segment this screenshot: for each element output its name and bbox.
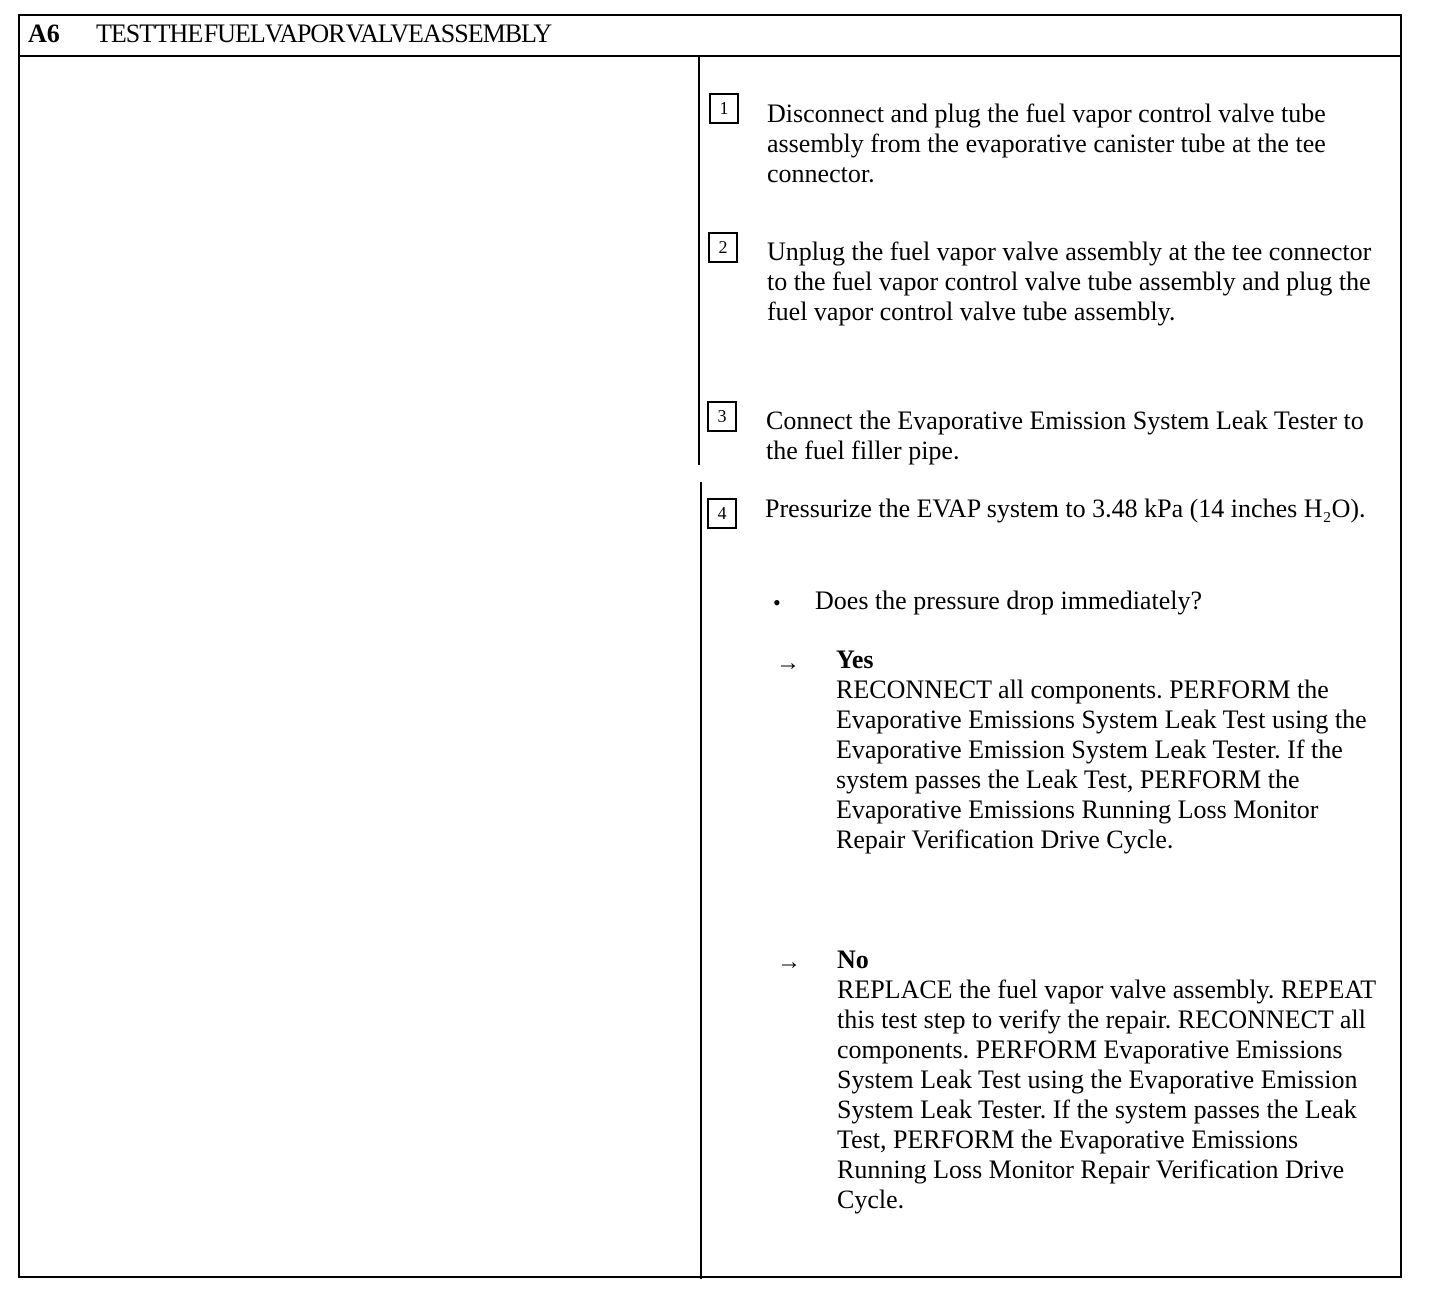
answer-no <box>837 945 1389 1215</box>
answer-yes <box>836 645 1386 855</box>
bullet-icon: • <box>773 590 781 615</box>
column-divider <box>698 55 700 465</box>
step-title: TEST THE FUEL VAPOR VALVE ASSEMBLY <box>96 19 552 48</box>
step-number-box: 3 <box>707 401 737 432</box>
step-id: A6 <box>28 19 60 48</box>
step-instruction: Disconnect and plug the fuel vapor control valve tube assembly from the evaporative canister tube at the tee connector. <box>767 99 1326 188</box>
test-step-header <box>20 16 1400 57</box>
arrow-right-icon: → <box>776 650 800 676</box>
step-number-box: 1 <box>709 93 739 124</box>
question-text: Does the pressure drop immediately? <box>815 586 1202 615</box>
step-instruction: Pressurize the EVAP system to 3.48 kPa (14 inches H₂O). <box>765 494 1366 523</box>
answer-text: RECONNECT all components. PERFORM the Evaporative Emissions System Leak Test using the Evaporative Emission System Leak Tester. If the system passes the Leak Test, PERFORM the Evaporative Emissions Running Loss Monitor Repair Verification Drive Cycle. <box>836 675 1367 854</box>
step-number-box: 2 <box>708 232 738 263</box>
answer-label: Yes <box>836 645 874 674</box>
answer-label: No <box>837 945 869 974</box>
step-instruction: Connect the Evaporative Emission System Leak Tester to the fuel filler pipe. <box>766 406 1364 465</box>
arrow-right-icon: → <box>777 949 801 975</box>
column-divider <box>700 482 702 1279</box>
step-number-box: 4 <box>707 498 737 529</box>
answer-text: REPLACE the fuel vapor valve assembly. REPEAT this test step to verify the repair. RECONNECT all components. PERFORM Evaporative Emissions System Leak Test using the Evaporative Emission System Leak Tester. If the system passes the Leak Test, PERFORM the Evaporative Emissions Running Loss Monitor Repair Verification Drive Cycle. <box>837 975 1376 1214</box>
step-instruction: Unplug the fuel vapor valve assembly at the tee connector to the fuel vapor control valve tube assembly and plug the fuel vapor control valve tube assembly. <box>767 237 1372 326</box>
